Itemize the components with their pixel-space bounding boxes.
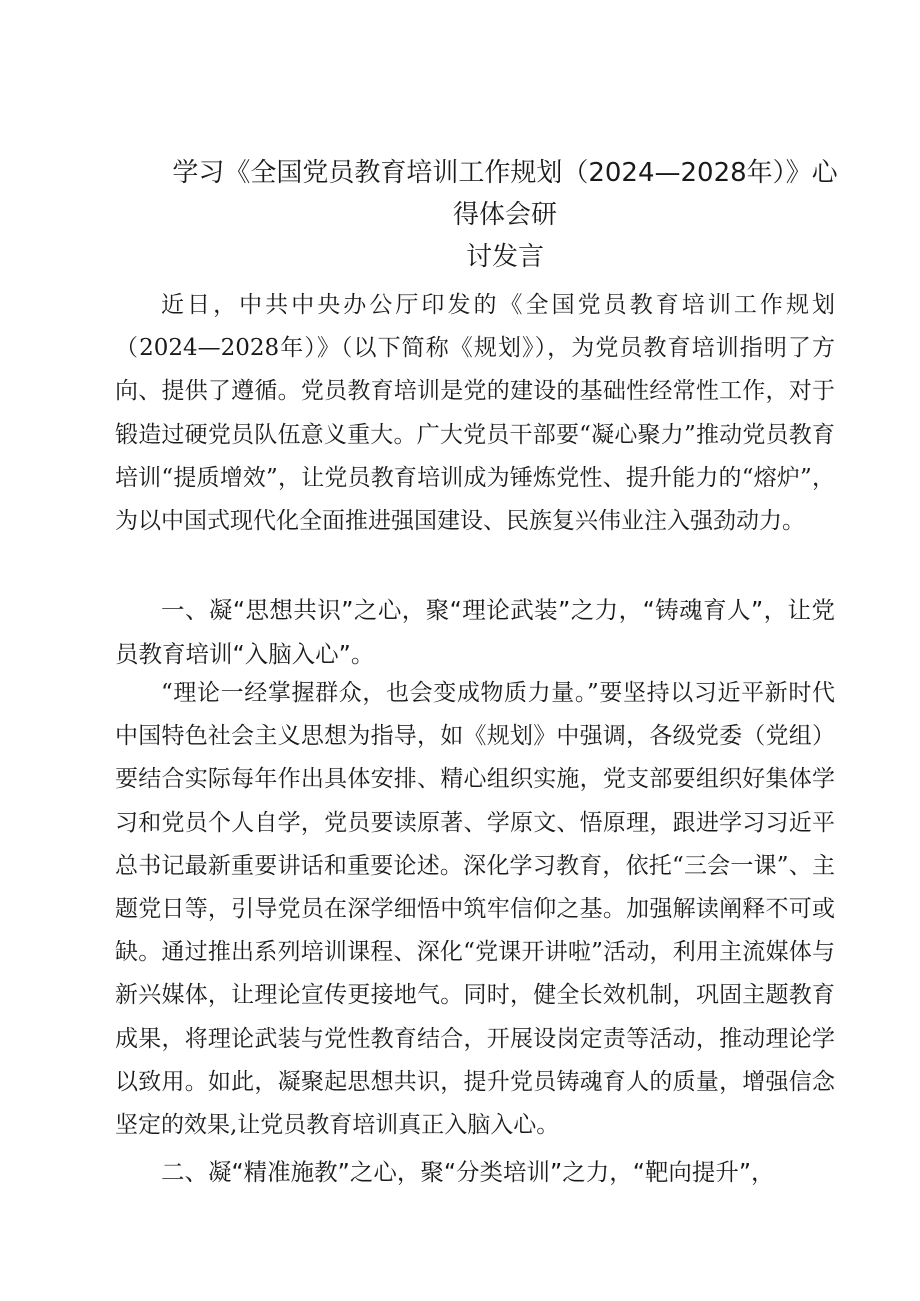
- section-1-paragraph: “理论一经掌握群众，也会变成物质力量。”要坚持以习近平新时代中国特色社会主义思想为指导，如《规划》中强调，各级党委（党组）要结合实际每年作出具体安排、精心组织实施，党支部要组织好集体学习和党员个人自学，党员要读原著、学原文、悟原理，跟进学习习近平总书记最新重要讲话和重要论述。深化学习教育，依托“三会一课”、主题党日等，引导党员在深学细悟中筑牢信仰之基。加强解读阐释不可或缺。通过推出系列培训课程、深化“党课开讲啦”活动，利用主流媒体与新兴媒体，让理论宣传更接地气。同时，健全长效机制，巩固主题教育成果，将理论武装与党性教育结合，开展设岗定责等活动，推动理论学以致用。如此，凝聚起思想共识，提升党员铸魂育人的质量，增强信念坚定的效果,让党员教育培训真正入脑入心。: [115, 680, 835, 1139]
- section-2-heading: 二、凝“精准施教”之心，聚“分类培训”之力，“靶向提升”，: [161, 1158, 775, 1186]
- section-1-heading: 一、凝“思想共识”之心，聚“理论武装”之力，“铸魂育人”，让党员教育培训“入脑入心”。: [115, 596, 835, 668]
- intro-paragraph: 近日，中共中央办公厅印发的《全国党员教育培训工作规划（2024—2028年）》（以下简称《规划》），为党员教育培训指明了方向、提供了遵循。党员教育培训是党的建设的基础性经常性工作，对于锻造过硬党员队伍意义重大。广大党员干部要“凝心聚力”推动党员教育培训“提质增效”，让党员教育培训成为锤炼党性、提升能力的“熔炉”，为以中国式现代化全面推进强国建设、民族复兴伟业注入强劲动力。: [115, 292, 835, 535]
- document-title: [160, 152, 850, 278]
- title-line-2: 讨发言: [465, 242, 544, 272]
- title-line-1: 学习《全国党员教育培训工作规划（2024—2028年）》心得体会研: [172, 158, 838, 230]
